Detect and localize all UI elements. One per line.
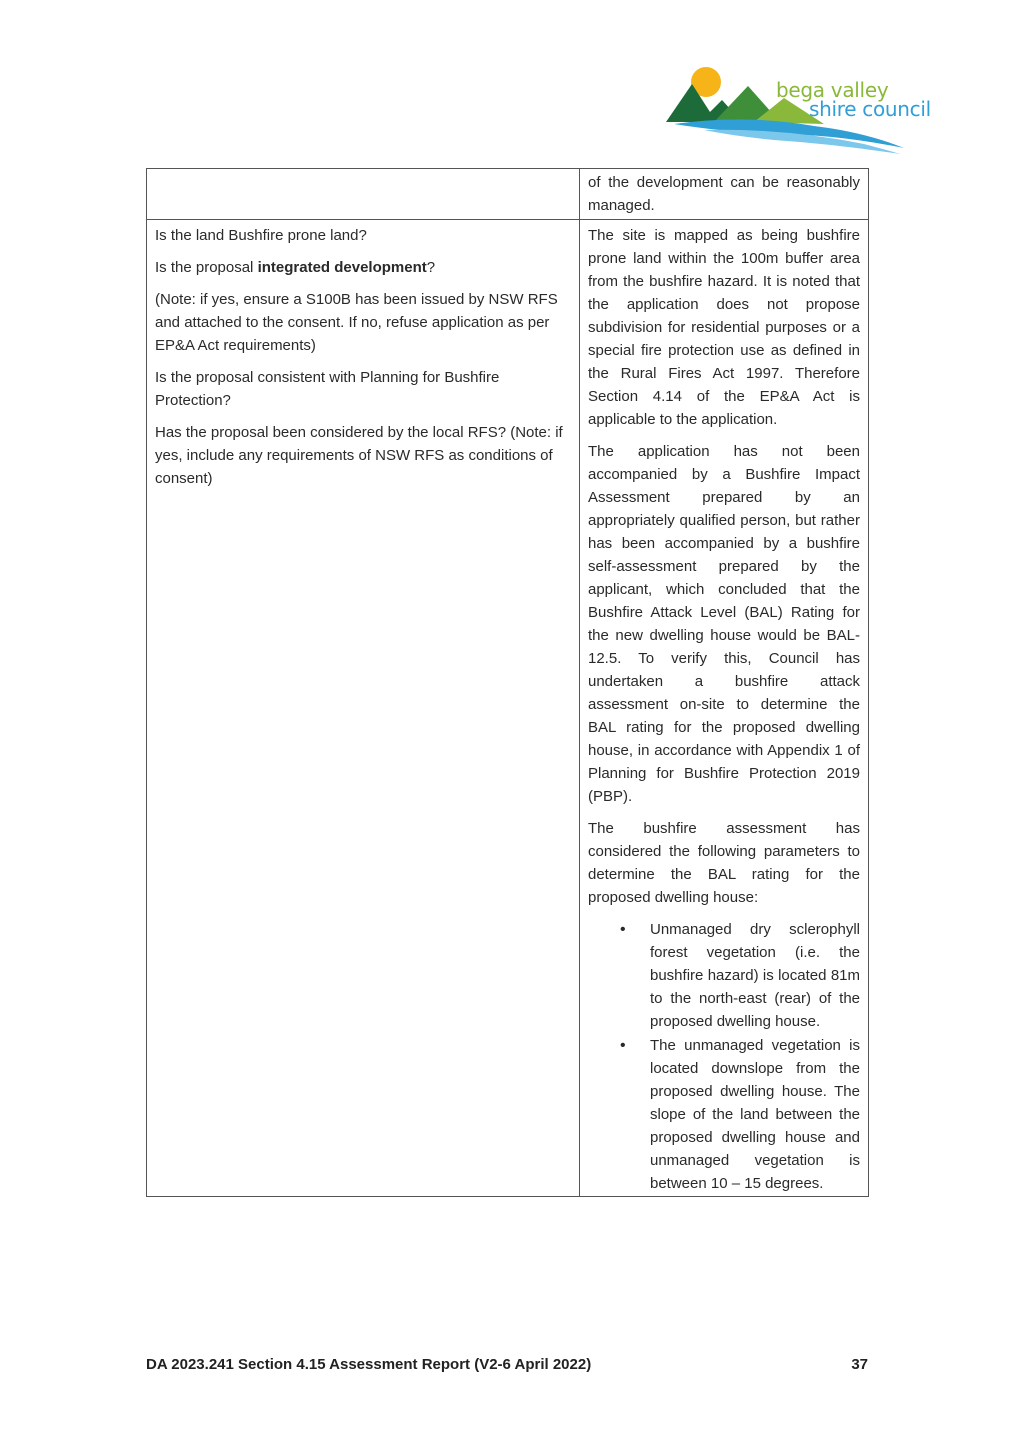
report-title: DA 2023.241 Section 4.15 Assessment Report (V2-6 April 2022)	[146, 1356, 592, 1373]
logo-text-line2: shire council	[809, 97, 931, 121]
answer-cell	[580, 220, 869, 1197]
assessment-table	[146, 168, 869, 1197]
question-local-rfs: Has the proposal been considered by the local RFS? (Note: if yes, include any requirements of NSW RFS as conditions of consent)	[155, 424, 563, 487]
question-bushfire-prone: Is the land Bushfire prone land?	[155, 227, 367, 244]
answer-paragraph: The application has not been accompanied by a Bushfire Impact Assessment prepared by an appropriately qualified person, but rather has been accompanied by a bushfire self-assessment prepared by the applicant, which concluded that the Bushfire Attack Level (BAL) Rating for the new dwelling house would be BAL-12.5. To verify this, Council has undertaken a bushfire attack assessment on-site to determine the BAL rating for the proposed dwelling house, in accordance with Appendix 1 of Planning for Bushfire Protection 2019 (PBP).	[588, 443, 860, 805]
question-text: Is the proposal	[155, 259, 258, 276]
answer-paragraph: The site is mapped as being bushfire prone land within the 100m buffer area from the bushfire hazard. It is noted that the application does not propose subdivision for residential purposes or a special fire protection use as defined in the Rural Fires Act 1997. Therefore Section 4.14 of the EP&A Act is applicable to the application.	[588, 227, 860, 428]
list-item: • The unmanaged vegetation is located downslope from the proposed dwelling house. The slope of the land between the proposed dwelling house and unmanaged vegetation is between 10 – 15 degrees.	[650, 1034, 860, 1195]
table-cell-empty	[147, 169, 580, 220]
page-number: 37	[851, 1356, 868, 1373]
question-note-s100b: (Note: if yes, ensure a S100B has been issued by NSW RFS and attached to the consent. If no, refuse application as per EP&A Act requirements)	[155, 291, 558, 354]
table-cell	[580, 169, 869, 220]
table-row	[147, 220, 869, 1197]
question-integrated-development	[155, 256, 571, 279]
question-bold-text: integrated development	[257, 259, 427, 276]
question-text: ?	[426, 259, 436, 276]
question-cell	[147, 220, 580, 1197]
parameters-list	[588, 918, 860, 1195]
list-item: • Unmanaged dry sclerophyll forest vegetation (i.e. the bushfire hazard) is located 81m to the north-east (rear) of the proposed dwelling house.	[650, 918, 860, 1033]
answer-paragraph: The bushfire assessment has considered the following parameters to determine the BAL rating for the proposed dwelling house:	[588, 820, 860, 906]
page-footer	[146, 1356, 868, 1373]
row1-right-text: of the development can be reasonably managed.	[588, 174, 860, 214]
question-pbp-consistent: Is the proposal consistent with Planning for Bushfire Protection?	[155, 369, 500, 409]
table-row	[147, 169, 869, 220]
council-logo	[664, 62, 940, 154]
logo-text-line1: bega valley	[776, 78, 889, 102]
